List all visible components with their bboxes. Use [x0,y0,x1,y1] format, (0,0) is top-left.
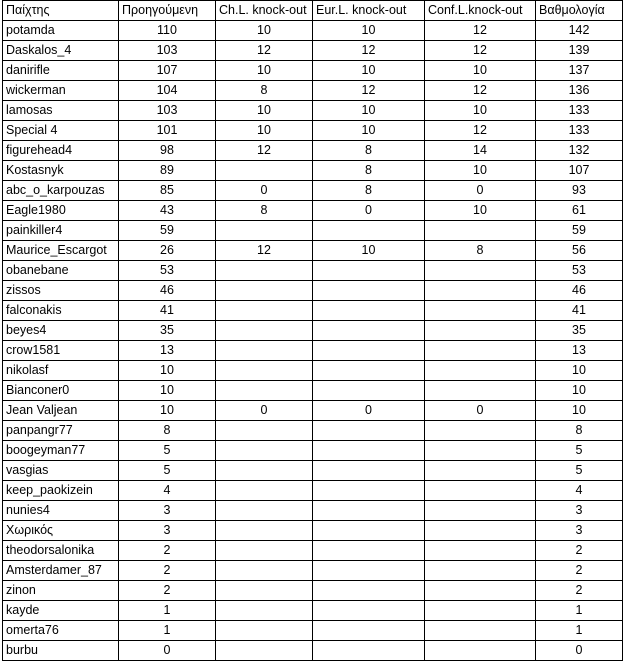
cell-eurl-knockout [313,301,425,321]
cell-confl-knockout: 10 [425,61,536,81]
cell-player: falconakis [3,301,119,321]
table-row [3,641,623,661]
standings-table [2,0,623,661]
cell-eurl-knockout [313,561,425,581]
cell-previous: 4 [119,481,216,501]
table-row [3,261,623,281]
cell-confl-knockout: 12 [425,121,536,141]
cell-previous: 3 [119,501,216,521]
cell-total: 41 [536,301,623,321]
cell-eurl-knockout: 10 [313,101,425,121]
cell-total: 2 [536,581,623,601]
cell-eurl-knockout [313,521,425,541]
cell-previous: 101 [119,121,216,141]
cell-chl-knockout: 8 [216,81,313,101]
table-row [3,81,623,101]
cell-chl-knockout: 12 [216,141,313,161]
table-row [3,321,623,341]
cell-chl-knockout [216,461,313,481]
column-header-eurl-knockout: Eur.L. knock-out [313,1,425,21]
cell-player: beyes4 [3,321,119,341]
cell-previous: 89 [119,161,216,181]
cell-total: 2 [536,561,623,581]
table-row [3,481,623,501]
cell-player: Special 4 [3,121,119,141]
column-header-chl-knockout: Ch.L. knock-out [216,1,313,21]
cell-total: 13 [536,341,623,361]
cell-confl-knockout: 8 [425,241,536,261]
cell-eurl-knockout [313,501,425,521]
table-row [3,21,623,41]
cell-player: Kostasnyk [3,161,119,181]
cell-confl-knockout: 10 [425,101,536,121]
cell-previous: 1 [119,621,216,641]
cell-player: theodorsalonika [3,541,119,561]
table-row [3,581,623,601]
cell-chl-knockout [216,301,313,321]
cell-eurl-knockout: 0 [313,201,425,221]
cell-chl-knockout [216,641,313,661]
cell-chl-knockout [216,321,313,341]
cell-total: 107 [536,161,623,181]
cell-chl-knockout [216,581,313,601]
cell-total: 133 [536,121,623,141]
cell-confl-knockout: 12 [425,41,536,61]
cell-player: abc_o_karpouzas [3,181,119,201]
table-row [3,241,623,261]
cell-player: keep_paokizein [3,481,119,501]
cell-player: Eagle1980 [3,201,119,221]
cell-confl-knockout [425,601,536,621]
cell-confl-knockout [425,321,536,341]
table-row [3,561,623,581]
cell-total: 1 [536,621,623,641]
cell-previous: 13 [119,341,216,361]
cell-previous: 53 [119,261,216,281]
table-row [3,401,623,421]
cell-total: 1 [536,601,623,621]
cell-previous: 104 [119,81,216,101]
cell-confl-knockout [425,381,536,401]
cell-previous: 8 [119,421,216,441]
cell-chl-knockout [216,281,313,301]
cell-eurl-knockout: 12 [313,81,425,101]
table-row [3,381,623,401]
cell-chl-knockout [216,501,313,521]
cell-total: 3 [536,521,623,541]
cell-chl-knockout: 10 [216,121,313,141]
cell-player: zinon [3,581,119,601]
cell-player: lamosas [3,101,119,121]
cell-confl-knockout [425,301,536,321]
cell-player: Χωρικός [3,521,119,541]
cell-confl-knockout: 0 [425,401,536,421]
cell-confl-knockout [425,481,536,501]
cell-confl-knockout: 12 [425,81,536,101]
table-row [3,101,623,121]
cell-confl-knockout [425,521,536,541]
cell-eurl-knockout [313,221,425,241]
cell-total: 4 [536,481,623,501]
cell-eurl-knockout [313,341,425,361]
cell-previous: 98 [119,141,216,161]
cell-total: 46 [536,281,623,301]
cell-previous: 3 [119,521,216,541]
table-row [3,621,623,641]
cell-confl-knockout: 14 [425,141,536,161]
cell-previous: 5 [119,441,216,461]
cell-total: 132 [536,141,623,161]
cell-eurl-knockout [313,481,425,501]
cell-player: potamda [3,21,119,41]
cell-player: wickerman [3,81,119,101]
table-row [3,521,623,541]
cell-previous: 2 [119,541,216,561]
cell-chl-knockout [216,601,313,621]
cell-player: burbu [3,641,119,661]
cell-chl-knockout [216,421,313,441]
cell-eurl-knockout [313,621,425,641]
cell-chl-knockout: 10 [216,21,313,41]
cell-chl-knockout: 12 [216,41,313,61]
cell-eurl-knockout [313,381,425,401]
cell-confl-knockout [425,261,536,281]
cell-player: Amsterdamer_87 [3,561,119,581]
cell-previous: 85 [119,181,216,201]
cell-chl-knockout [216,341,313,361]
cell-previous: 46 [119,281,216,301]
cell-previous: 107 [119,61,216,81]
cell-player: danirifle [3,61,119,81]
cell-eurl-knockout [313,361,425,381]
cell-eurl-knockout: 0 [313,401,425,421]
table-row [3,501,623,521]
cell-confl-knockout [425,581,536,601]
cell-eurl-knockout [313,441,425,461]
cell-total: 8 [536,421,623,441]
header-row [3,1,623,21]
cell-previous: 41 [119,301,216,321]
cell-total: 61 [536,201,623,221]
table-row [3,281,623,301]
cell-chl-knockout [216,541,313,561]
cell-player: painkiller4 [3,221,119,241]
cell-confl-knockout [425,461,536,481]
cell-eurl-knockout [313,601,425,621]
cell-eurl-knockout: 10 [313,61,425,81]
cell-previous: 2 [119,561,216,581]
cell-previous: 10 [119,381,216,401]
cell-confl-knockout [425,541,536,561]
cell-chl-knockout: 10 [216,101,313,121]
cell-total: 59 [536,221,623,241]
cell-confl-knockout [425,221,536,241]
cell-total: 5 [536,461,623,481]
cell-player: obanebane [3,261,119,281]
table-row [3,221,623,241]
cell-previous: 5 [119,461,216,481]
cell-eurl-knockout [313,281,425,301]
cell-eurl-knockout [313,461,425,481]
cell-total: 93 [536,181,623,201]
cell-eurl-knockout: 10 [313,241,425,261]
cell-eurl-knockout: 10 [313,121,425,141]
table-row [3,201,623,221]
cell-player: boogeyman77 [3,441,119,461]
cell-chl-knockout [216,261,313,281]
table-row [3,421,623,441]
table-row [3,121,623,141]
cell-previous: 35 [119,321,216,341]
table-row [3,461,623,481]
cell-chl-knockout [216,161,313,181]
cell-chl-knockout [216,521,313,541]
cell-eurl-knockout: 8 [313,161,425,181]
cell-player: panpangr77 [3,421,119,441]
cell-chl-knockout [216,481,313,501]
cell-player: Bianconer0 [3,381,119,401]
table-row [3,161,623,181]
cell-total: 136 [536,81,623,101]
cell-confl-knockout [425,621,536,641]
cell-total: 10 [536,401,623,421]
cell-confl-knockout [425,361,536,381]
cell-total: 53 [536,261,623,281]
cell-player: nunies4 [3,501,119,521]
cell-confl-knockout [425,421,536,441]
cell-eurl-knockout [313,321,425,341]
cell-eurl-knockout: 8 [313,141,425,161]
cell-previous: 0 [119,641,216,661]
cell-eurl-knockout [313,421,425,441]
cell-eurl-knockout: 8 [313,181,425,201]
cell-eurl-knockout [313,641,425,661]
table-body [3,21,623,661]
cell-chl-knockout: 0 [216,401,313,421]
cell-previous: 10 [119,401,216,421]
cell-player: crow1581 [3,341,119,361]
cell-player: Daskalos_4 [3,41,119,61]
cell-confl-knockout [425,641,536,661]
cell-chl-knockout [216,381,313,401]
column-header-previous: Προηγούμενη [119,1,216,21]
cell-eurl-knockout [313,261,425,281]
cell-chl-knockout [216,561,313,581]
cell-confl-knockout [425,441,536,461]
cell-previous: 103 [119,41,216,61]
cell-previous: 1 [119,601,216,621]
cell-total: 5 [536,441,623,461]
cell-previous: 10 [119,361,216,381]
table-row [3,541,623,561]
cell-previous: 43 [119,201,216,221]
table-row [3,301,623,321]
cell-player: Jean Valjean [3,401,119,421]
column-header-confl-knockout: Conf.L.knock-out [425,1,536,21]
cell-total: 3 [536,501,623,521]
cell-previous: 26 [119,241,216,261]
cell-chl-knockout: 12 [216,241,313,261]
table-row [3,181,623,201]
cell-player: nikolasf [3,361,119,381]
cell-player: kayde [3,601,119,621]
cell-confl-knockout [425,501,536,521]
table-row [3,341,623,361]
cell-chl-knockout [216,621,313,641]
cell-confl-knockout: 0 [425,181,536,201]
cell-total: 2 [536,541,623,561]
table-row [3,141,623,161]
cell-player: Maurice_Escargot [3,241,119,261]
table-row [3,61,623,81]
cell-confl-knockout: 12 [425,21,536,41]
table-row [3,361,623,381]
cell-eurl-knockout [313,581,425,601]
cell-previous: 110 [119,21,216,41]
cell-total: 10 [536,361,623,381]
cell-player: omerta76 [3,621,119,641]
cell-confl-knockout: 10 [425,201,536,221]
cell-chl-knockout [216,361,313,381]
cell-chl-knockout: 0 [216,181,313,201]
cell-player: figurehead4 [3,141,119,161]
cell-previous: 59 [119,221,216,241]
cell-confl-knockout [425,281,536,301]
cell-chl-knockout [216,441,313,461]
cell-total: 139 [536,41,623,61]
cell-eurl-knockout: 12 [313,41,425,61]
table-row [3,601,623,621]
cell-total: 35 [536,321,623,341]
cell-eurl-knockout: 10 [313,21,425,41]
cell-total: 0 [536,641,623,661]
cell-confl-knockout [425,561,536,581]
cell-confl-knockout: 10 [425,161,536,181]
cell-total: 133 [536,101,623,121]
cell-chl-knockout: 8 [216,201,313,221]
cell-total: 56 [536,241,623,261]
cell-total: 10 [536,381,623,401]
cell-chl-knockout: 10 [216,61,313,81]
table-row [3,41,623,61]
cell-previous: 2 [119,581,216,601]
cell-player: zissos [3,281,119,301]
cell-total: 137 [536,61,623,81]
cell-previous: 103 [119,101,216,121]
cell-confl-knockout [425,341,536,361]
cell-total: 142 [536,21,623,41]
cell-eurl-knockout [313,541,425,561]
table-row [3,441,623,461]
column-header-player: Παίχτης [3,1,119,21]
column-header-total: Βαθμολογία [536,1,623,21]
cell-chl-knockout [216,221,313,241]
cell-player: vasgias [3,461,119,481]
